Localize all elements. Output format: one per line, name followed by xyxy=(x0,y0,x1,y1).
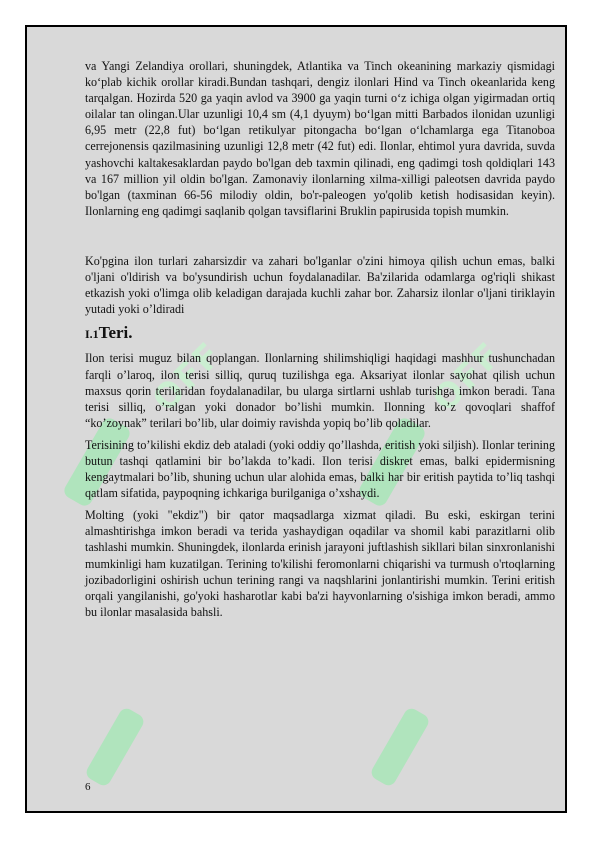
document-page xyxy=(25,25,567,813)
paragraph: Terisining to’kilishi ekdiz deb ataladi (yoki oddiy qo’llashda, eritish yoki siljish). Ilonlar terining butun tashqi qatlamini bir bo’lakda to’kadi. Ilon terisi diskret emas, balki epidermisning kengaytmalari bo’lib, shuning uchun ular alohida emas, balki har bir eritish paytida to’liq tashqi qatlam sifatida, paypoqning ichkariga burilganiga o’xshaydi. xyxy=(85,437,555,501)
section-number: I.1 xyxy=(85,327,99,342)
paragraph: Ko'pgina ilon turlari zaharsizdir va zahari bo'lganlar o'zini himoya qilish uchun emas, balki o'ljani o'ldirish va bo'ysundirish uchun foydalanadilar. Ba'zilarida odamlarga og'riqli shikast etkazish yoki o'limga olib keladigan darajada kuchli zahar bor. Zaharsiz ilonlar o'ljani tiriklayin yutadi yoki o’ldiradi xyxy=(85,253,555,317)
section-heading xyxy=(85,325,555,342)
paragraph: va Yangi Zelandiya orollari, shuningdek, Atlantika va Tinch okeanining markaziy qismidagi ko‘plab kichik orollar kiradi.Bundan tashqari, dengiz ilonlari Hind va Tinch okeanlarida keng tarqalgan. Hozirda 520 ga yaqin avlod va 3900 ga yaqin turni o‘z ichiga olgan yigirmadan ortiq oilalar tan olingan.Ular uzunligi 10,4 sm (4,1 dyuym) bo‘lgan mitti Barbados ilonidan uzunligi 6,95 metr (22,8 fut) bo‘lgan retikulyar pitongacha bo‘lgan o‘lchamlarga ega Titanoboa cerrejonensis qazilmasining uzunligi 12,8 metr (42 fut) edi. Ilonlar, ehtimol yura davrida, suvda yashovchi kaltakesaklardan paydo bo'lgan deb taxmin qilinadi, eng qadimgi tosh qoldiqlari 143 va 167 million yil oldin bo'lgan. Zamonaviy ilonlarning xilma-xilligi paleotsen davrida paydo bo'lgan (taxminan 66-56 milodiy oldin, bo'r-paleogen yo'qolib ketish hodisasidan keyin). Ilonlarning eng qadimgi saqlanib qolgan tavsiflarini Bruklin papirusida topish mumkin. xyxy=(85,59,555,218)
watermark: OFF xyxy=(144,334,231,420)
page-content xyxy=(85,58,555,626)
section-title: Teri. xyxy=(98,323,133,343)
watermark xyxy=(84,706,147,788)
paragraph: Molting (yoki "ekdiz") bir qator maqsadlarga xizmat qiladi. Bu eski, eskirgan terini almashtirishga imkon beradi va terida yashaydigan oqadilar va shomil kabi parazitlarni olib tashlashi mumkin. Shuningdek, ilonlarda erinish jarayoni juftlashish sikllari bilan sinxronlanishi mumkinligi ham kuzatilgan. Terining to'kilishi feromonlarni chiqarishi va turmush o'rtoqlarning jozibadorligini oshirish uchun terining rangi va naqshlarini jonlantirishi mumkin. Terini eritish orqali yangilanishi, go'yoki hasharotlar kabi ba'zi hayvonlarning o'sishiga imkon beradi, ammo bu ilonlar masalasida bahsli. xyxy=(85,508,555,619)
watermark: OFF xyxy=(424,334,511,420)
watermark xyxy=(369,706,432,788)
page-number: 6 xyxy=(85,781,91,793)
paragraph: Ilon terisi muguz bilan qoplangan. Ilonlarning shilimshiqligi haqidagi mashhur tushunchadan farqli o’laroq, ilon terisi silliq, quruq tuzilishga ega. Aksariyat ilonlar sayohat qilish uchun maxsus qorin terilaridan foydalanadilar, bu ularga sirtlarni ushlab turishga imkon beradi. Tana terisi silliq, o’ralgan yoki donador bo’lishi mumkin. Ilonning ko’z qovoqlari shaffof “ko’zoynak” terilari bo’lib, ular doimiy ravishda yopiq bo’lib qoladilar. xyxy=(85,351,555,430)
